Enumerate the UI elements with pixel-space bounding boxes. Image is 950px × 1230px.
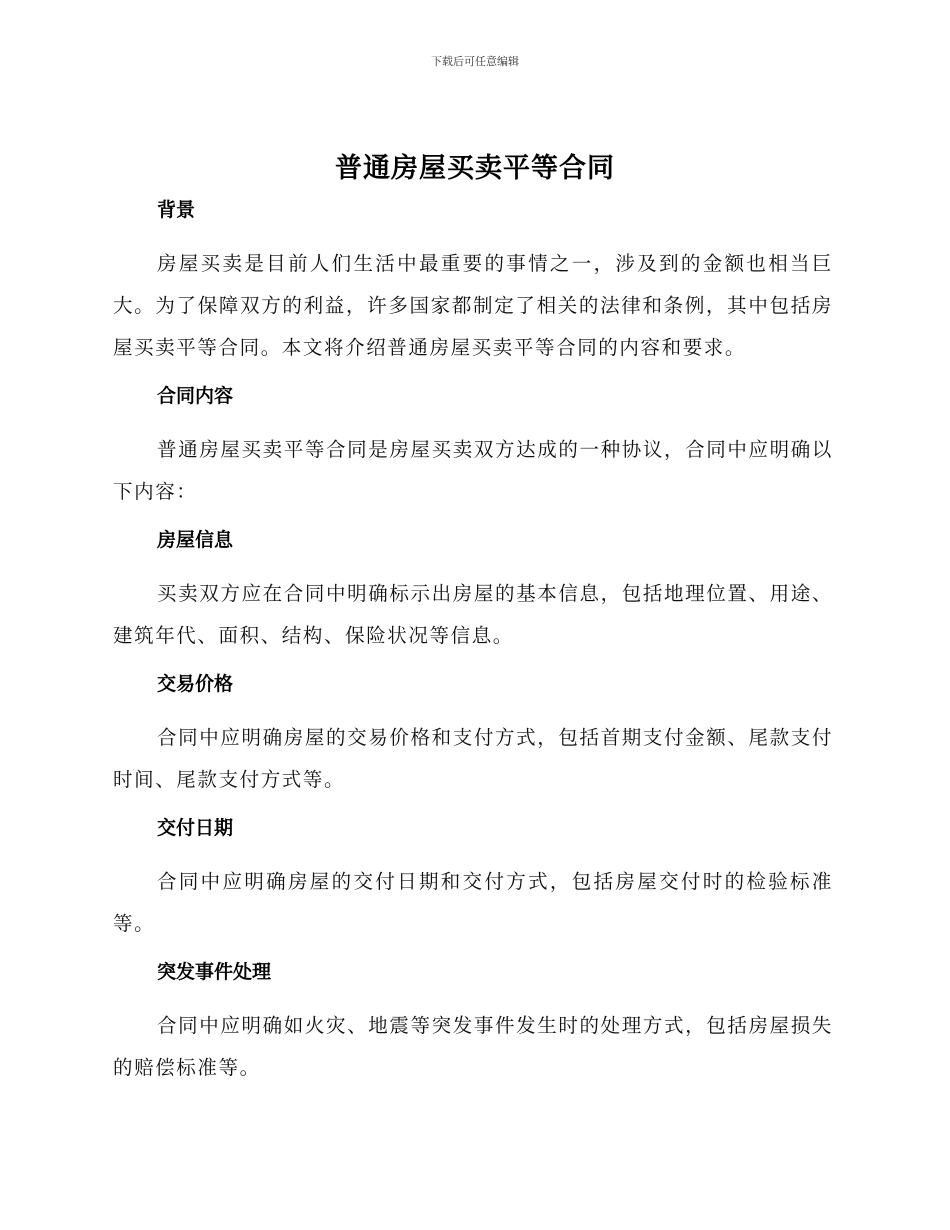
section-paragraph-emergency-handling: 合同中应明确如火灾、地震等突发事件发生时的处理方式，包括房屋损失的赔偿标准等。 (113, 1014, 833, 1079)
section-heading-background: 背景 (157, 199, 196, 221)
document-body (113, 193, 833, 1089)
section-heading-emergency-handling: 突发事件处理 (157, 961, 272, 983)
section-transaction-price (113, 667, 833, 811)
section-emergency-handling (113, 955, 833, 1089)
section-heading-contract-content: 合同内容 (157, 385, 234, 407)
section-paragraph-background: 房屋买卖是目前人们生活中最重要的事情之一，涉及到的金额也相当巨大。为了保障双方的利益，许多国家都制定了相关的法律和条例，其中包括房屋买卖平等合同。本文将介绍普通房屋买卖平等合同的内容和要求。 (113, 252, 833, 359)
section-contract-content (113, 379, 833, 523)
page-header-note: 下载后可任意编辑 (431, 55, 519, 68)
section-paragraph-contract-content: 普通房屋买卖平等合同是房屋买卖双方达成的一种协议，合同中应明确以下内容： (113, 438, 833, 503)
section-paragraph-transaction-price: 合同中应明确房屋的交易价格和支付方式，包括首期支付金额、尾款支付时间、尾款支付方式等。 (113, 726, 833, 791)
document-title: 普通房屋买卖平等合同 (335, 153, 615, 184)
section-property-info (113, 523, 833, 667)
section-heading-property-info: 房屋信息 (157, 529, 234, 551)
section-heading-delivery-date: 交付日期 (157, 817, 234, 839)
section-heading-transaction-price: 交易价格 (157, 673, 234, 695)
section-delivery-date (113, 811, 833, 955)
section-background (113, 193, 833, 379)
section-paragraph-property-info: 买卖双方应在合同中明确标示出房屋的基本信息，包括地理位置、用途、建筑年代、面积、结构、保险状况等信息。 (113, 582, 833, 647)
section-paragraph-delivery-date: 合同中应明确房屋的交付日期和交付方式，包括房屋交付时的检验标准等。 (113, 870, 833, 935)
